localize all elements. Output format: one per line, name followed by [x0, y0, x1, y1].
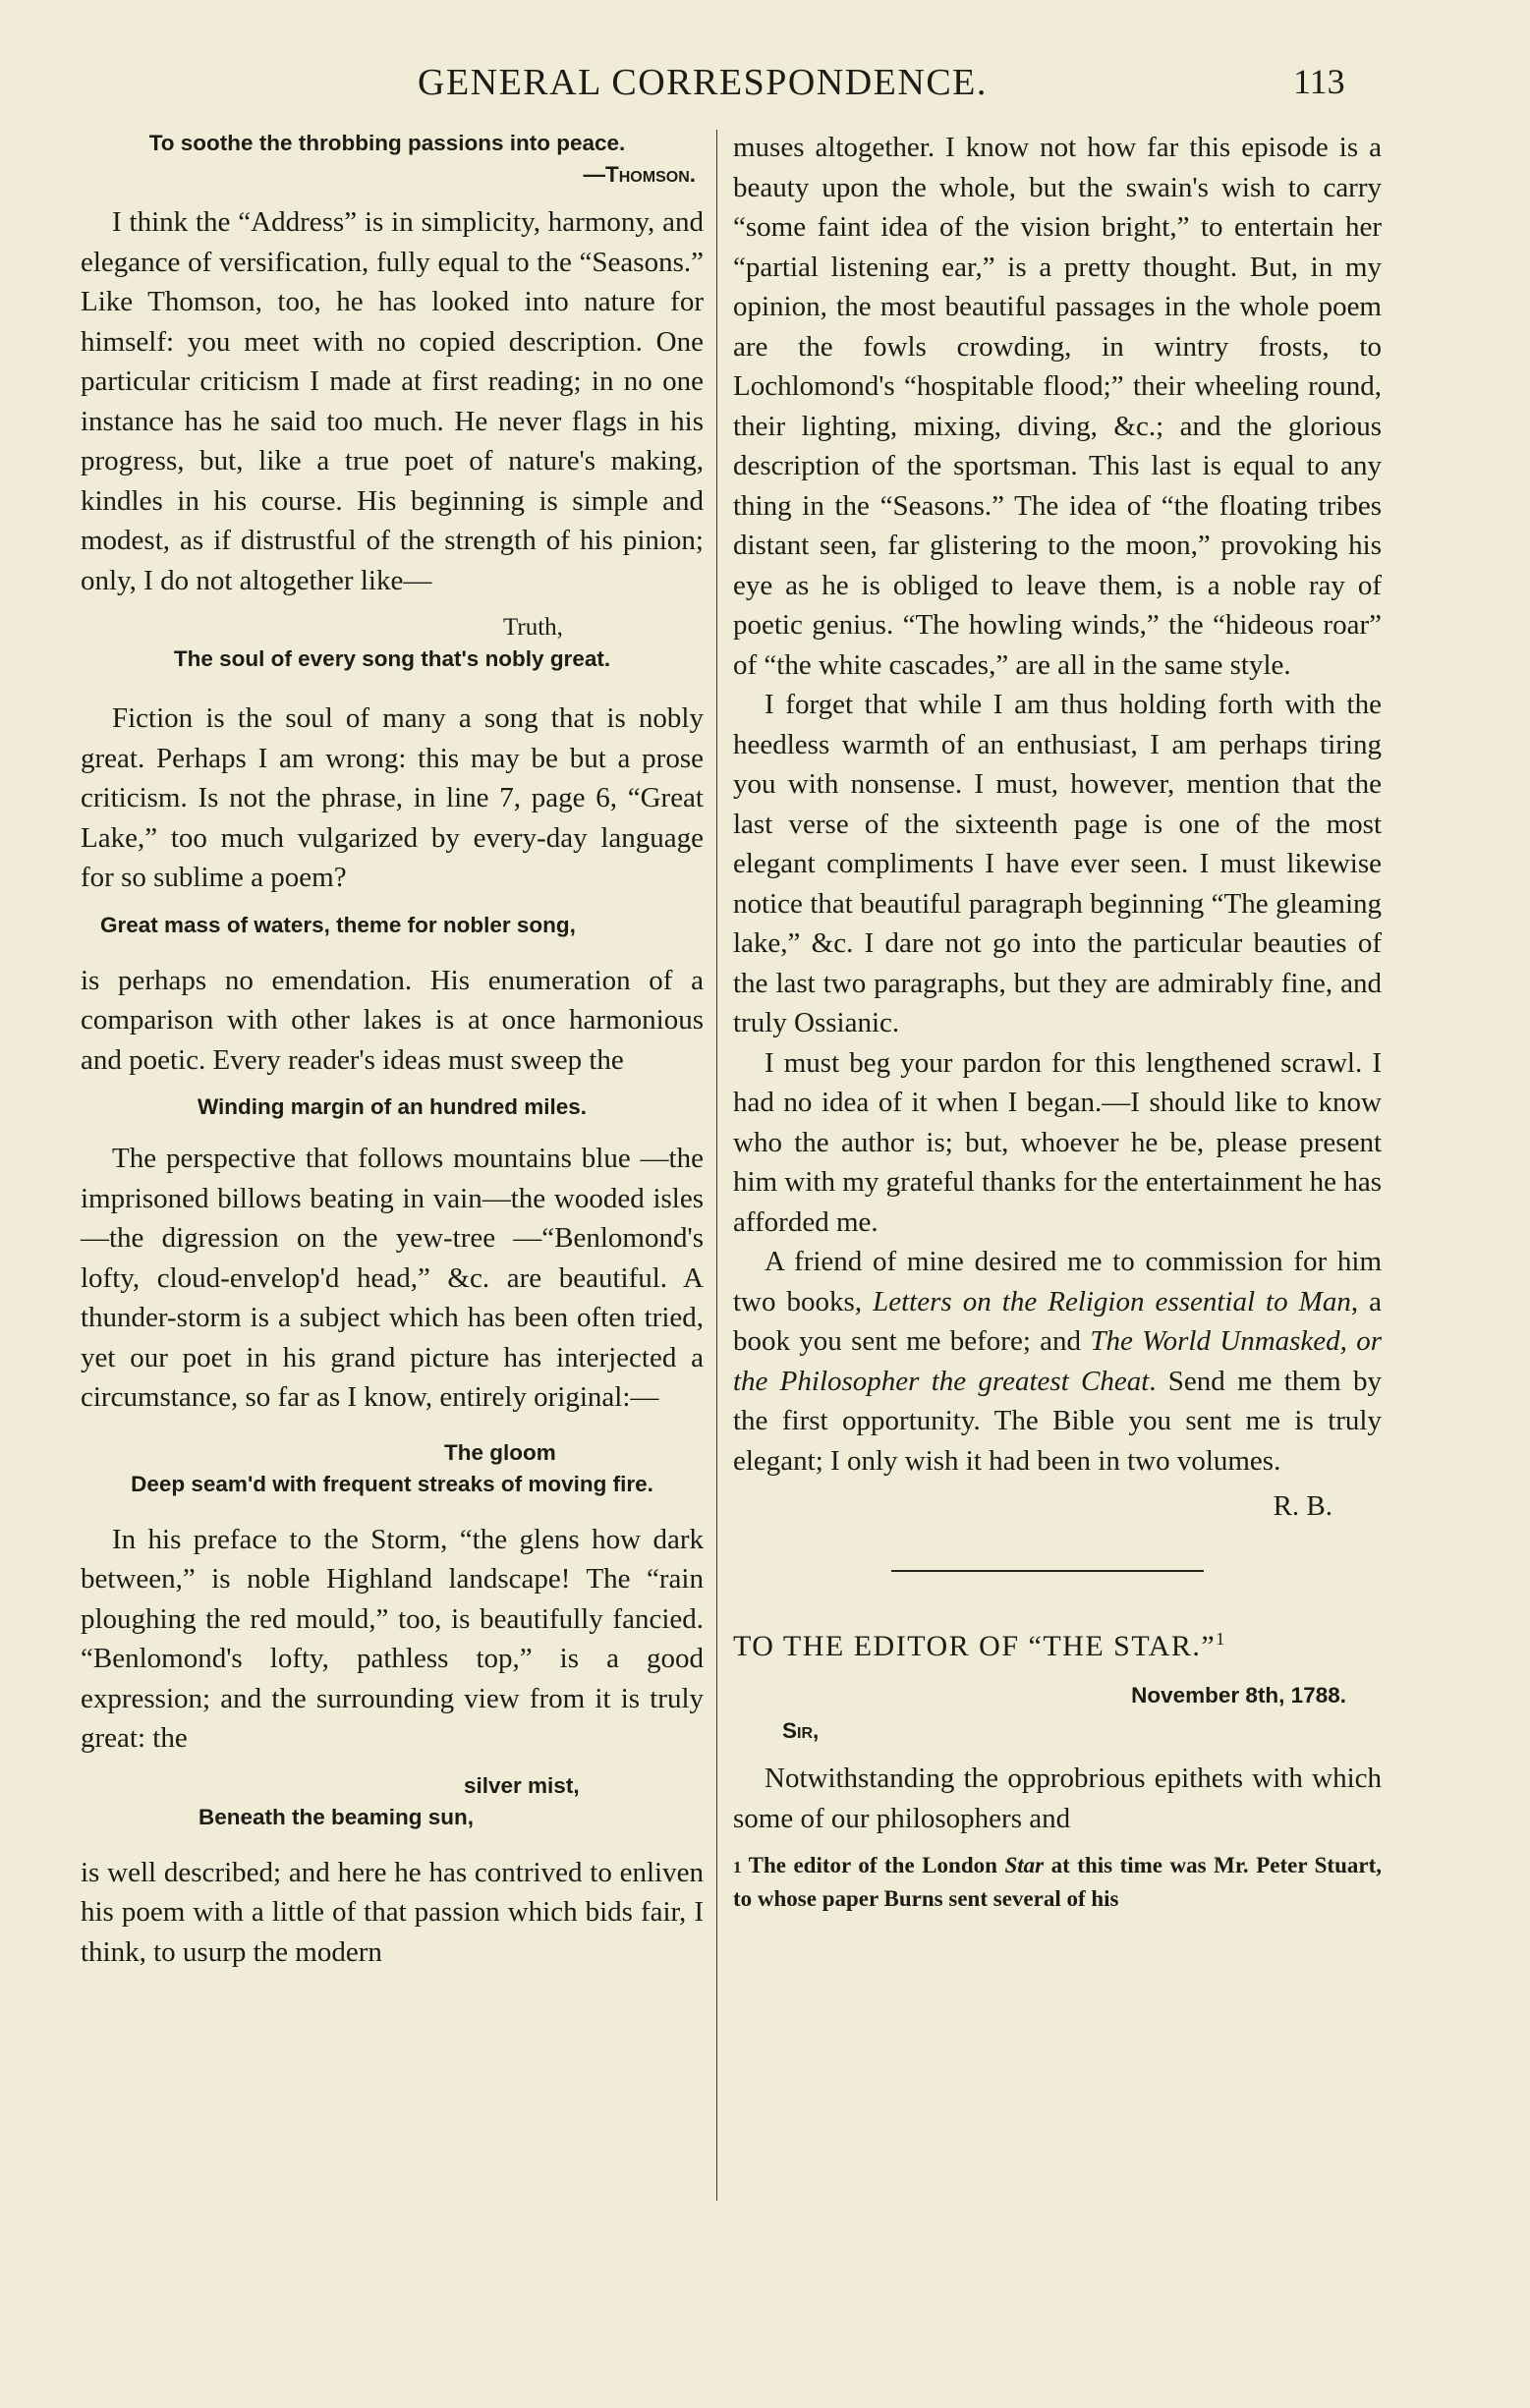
footnote-marker: 1 — [733, 1858, 742, 1876]
quote-winding-margin: Winding margin of an hundred miles. — [197, 1094, 588, 1119]
quote-truth-line: Truth, — [503, 614, 563, 641]
book-title-letters: Letters on the Religion essential to Man — [873, 1285, 1351, 1317]
paragraph-book-request — [733, 1242, 1382, 1481]
page-number: 113 — [1293, 62, 1345, 101]
quote-silver-mist: silver mist, — [464, 1772, 580, 1798]
paragraph: muses altogether. I know not how far this episode is a beauty upon the whole, but the swain's wish to carry “some faint idea of the vision bright,” to entertain her “partial listening ear,” is a pretty thought. But, in my opinion, the most beautiful passages in the whole poem are the fowls crowding, in wintry frosts, to Lochlomond's “hospitable flood;” their wheeling round, their lighting, mixing, diving, &c.; and the glorious description of the sportsman. This last is equal to any thing in the “Seasons.” The idea of “the floating tribes distant seen, far glistering to the moon,” provoking his eye as he is obliged to leave them, is a noble ray of poetic genius. “The howling winds,” the “hideous roar” of “the white cascades,” are all in the same style. — [733, 132, 1382, 681]
footnote — [733, 1850, 1382, 1915]
quote-beaming-sun: Beneath the beaming sun, — [198, 1804, 475, 1829]
paragraph: In his preface to the Storm, “the glens how dark between,” is noble Highland landscape! The “rain ploughing the red mould,” too, is beautifully fancied. “Benlomond's lofty, pathless top,” is a good expression; and the surrounding view from it is truly great: the — [81, 1523, 704, 1754]
footnote-newspaper-name: Star — [1004, 1853, 1045, 1877]
paragraph: The perspective that follows mountains blue —the imprisoned billows beating in vain—the wooded isles—the digression on the yew-tree —“Benlomond's lofty, cloud-envelop'd head,” &c. are beautiful. A thunder-storm is a subject which has been often tried, yet our poet in his grand picture has interjected a circumstance, so far as I know, entirely original:— — [81, 1143, 704, 1413]
text-run: at this time was Mr. Peter Stuart, to whose paper Burns sent several of his — [733, 1853, 1382, 1911]
text-run: The editor of the London — [748, 1853, 1005, 1877]
right-column — [733, 128, 1382, 1915]
text-run: . Send me them by the first opportunity. The Bible you sent me is truly elegant; I only wish it had been in two volumes. — [733, 1365, 1382, 1477]
book-title-world-unmasked: The World Unmasked, or the Philosopher the greatest Cheat — [733, 1325, 1382, 1397]
quote-soul-line: The soul of every song that's nobly great. — [173, 646, 611, 671]
paragraph: I think the “Address” is in simplicity, harmony, and elegance of versification, fully equal to the “Seasons.” Like Thomson, too, he has looked into nature for himself: you meet with no copied description. One particular criticism I made at first reading; in no one instance has he said too much. He never flags in his progress, but, like a true poet of nature's making, kindles in his course. His beginning is simple and modest, as if distrustful of the strength of his pinion; only, I do not altogether like— — [81, 206, 704, 596]
paragraph: Notwithstanding the opprobrious epithets with which some of our philosophers and — [733, 1763, 1382, 1834]
quote-deep-seamd: Deep seam'd with frequent streaks of moving fire. — [131, 1471, 653, 1496]
section-rule — [891, 1570, 1204, 1572]
letter-heading-text: TO THE EDITOR OF “THE STAR.” — [733, 1629, 1217, 1662]
paragraph: is perhaps no emendation. His enumeration of a comparison with other lakes is at once harmonious and poetic. Every reader's ideas must sweep the — [81, 964, 704, 1076]
quote-attribution: —Thomson. — [583, 162, 696, 187]
letter-heading — [733, 1619, 1382, 1667]
paragraph: I forget that while I am thus holding forth with the heedless warmth of an enthusiast, I am perhaps tiring you with nonsense. I must, however, mention that the last verse of the sixteenth page is one of the most elegant compliments I have ever seen. I must likewise notice that beautiful paragraph beginning “The gleaming lake,” &c. I dare not go into the particular beauties of the last two paragraphs, but they are admirably fine, and truly Ossianic. — [733, 689, 1382, 1038]
running-title: GENERAL CORRESPONDENCE. — [418, 62, 988, 103]
text-run: , a book you sent me before; and — [733, 1285, 1382, 1357]
left-column — [81, 128, 704, 1972]
paragraph: Fiction is the soul of many a song that is nobly great. Perhaps I am wrong: this may be but a prose criticism. Is not the phrase, in line 7, page 6, “Great Lake,” too much vulgarized by every-day language for so sublime a poem? — [81, 702, 704, 893]
paragraph: I must beg your pardon for this lengthened scrawl. I had no idea of it when I began.—I should like to know who the author is; but, whoever he be, please present him with my grateful thanks for the entertainment he has afforded me. — [733, 1046, 1382, 1238]
letter-date: November 8th, 1788. — [1131, 1683, 1346, 1708]
running-head — [0, 61, 1530, 110]
paragraph: is well described; and here he has contrived to enliven his poem with a little of that passion which bids fair, I think, to usurp the modern — [81, 1856, 704, 1968]
footnote-reference: 1 — [1216, 1628, 1226, 1649]
quote-thomson: To soothe the throbbing passions into peace. — [148, 131, 626, 155]
quote-gloom-line: The gloom — [444, 1439, 556, 1465]
salutation: Sir, — [782, 1718, 820, 1743]
column-divider — [716, 130, 717, 2201]
quote-great-mass: Great mass of waters, theme for nobler song, — [100, 912, 576, 937]
signature: R. B. — [1273, 1490, 1332, 1522]
text-run: A friend of mine desired me to commission for him two books, — [733, 1246, 1382, 1317]
